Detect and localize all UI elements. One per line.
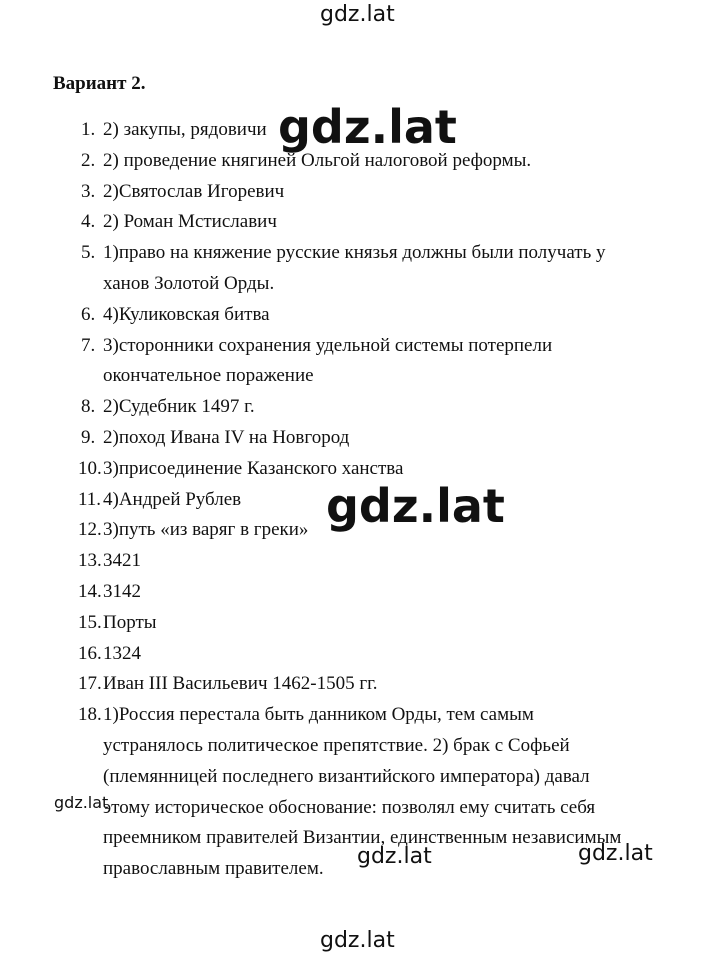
answer-text: 4)Куликовская битва bbox=[103, 303, 270, 325]
answer-text: 3)присоединение Казанского ханства bbox=[103, 457, 404, 479]
answer-text: 2)Судебник 1497 г. bbox=[103, 396, 255, 418]
answer-text: 4)Андрей Рублев bbox=[103, 488, 242, 510]
answer-number: 18. bbox=[78, 704, 102, 726]
answer-text: 1)Россия перестала быть данником Орды, тем самым bbox=[103, 704, 534, 726]
answer-text-continuation: устранялось политическое препятствие. 2) брак с Софьей bbox=[103, 735, 570, 756]
watermark-right: gdz.lat bbox=[578, 841, 653, 866]
watermark-middle: gdz.lat bbox=[357, 844, 432, 869]
answer-text-continuation: ханов Золотой Орды. bbox=[103, 273, 275, 294]
answer-number: 2. bbox=[81, 149, 96, 171]
answer-text: 3)сторонники сохранения удельной системы потерпели bbox=[103, 334, 553, 356]
watermark-large-2: gdz.lat bbox=[326, 479, 505, 533]
answer-number: 16. bbox=[78, 642, 102, 664]
answer-text-continuation: (племянницей последнего византийского императора) давал bbox=[103, 765, 590, 787]
answer-text-continuation: этому историческое обоснование: позволял ему считать себя bbox=[103, 796, 596, 818]
answer-text: 2) проведение княгиней Ольгой налоговой реформы. bbox=[103, 149, 532, 171]
answer-text-continuation: православным правителем. bbox=[103, 858, 324, 880]
answer-number: 15. bbox=[78, 611, 102, 633]
variant-heading: Вариант 2. bbox=[53, 73, 146, 94]
answer-text-continuation: окончательное поражение bbox=[103, 365, 314, 387]
answer-text: 3)путь «из варяг в греки» bbox=[103, 519, 309, 541]
answer-number: 11. bbox=[78, 488, 102, 510]
answer-number: 9. bbox=[81, 427, 96, 448]
answer-number: 14. bbox=[78, 581, 102, 602]
watermark-large-1: gdz.lat bbox=[278, 100, 457, 154]
answer-text: 2)поход Ивана IV на Новгород bbox=[103, 427, 350, 448]
answer-number: 13. bbox=[78, 550, 102, 572]
answer-number: 7. bbox=[81, 334, 96, 356]
answer-number: 3. bbox=[81, 180, 96, 202]
answer-text: 1)право на княжение русские князья должны были получать у bbox=[103, 242, 606, 264]
answer-text: 3421 bbox=[103, 550, 141, 572]
answer-text: 2)Святослав Игоревич bbox=[103, 180, 285, 202]
watermark-left: gdz.lat bbox=[54, 793, 109, 812]
answer-text: 1324 bbox=[103, 642, 141, 664]
answer-number: 17. bbox=[78, 673, 102, 695]
answer-number: 1. bbox=[81, 119, 96, 140]
answer-number: 12. bbox=[78, 519, 102, 541]
answer-text: Порты bbox=[103, 611, 157, 633]
watermark-top: gdz.lat bbox=[320, 2, 395, 27]
answer-text: Иван III Васильевич 1462-1505 гг. bbox=[103, 673, 378, 695]
watermark-bottom: gdz.lat bbox=[320, 928, 395, 953]
answer-text: 2) Роман Мстиславич bbox=[103, 211, 277, 233]
answer-text: 3142 bbox=[103, 581, 141, 602]
answer-number: 5. bbox=[81, 242, 96, 264]
answer-number: 10. bbox=[78, 457, 102, 479]
answer-text: 2) закупы, рядовичи bbox=[103, 119, 267, 140]
answer-number: 4. bbox=[81, 211, 96, 233]
answer-number: 8. bbox=[81, 396, 96, 418]
answer-number: 6. bbox=[81, 303, 96, 325]
answer-text-continuation: преемником правителей Византии, единственным независимым bbox=[103, 827, 622, 849]
